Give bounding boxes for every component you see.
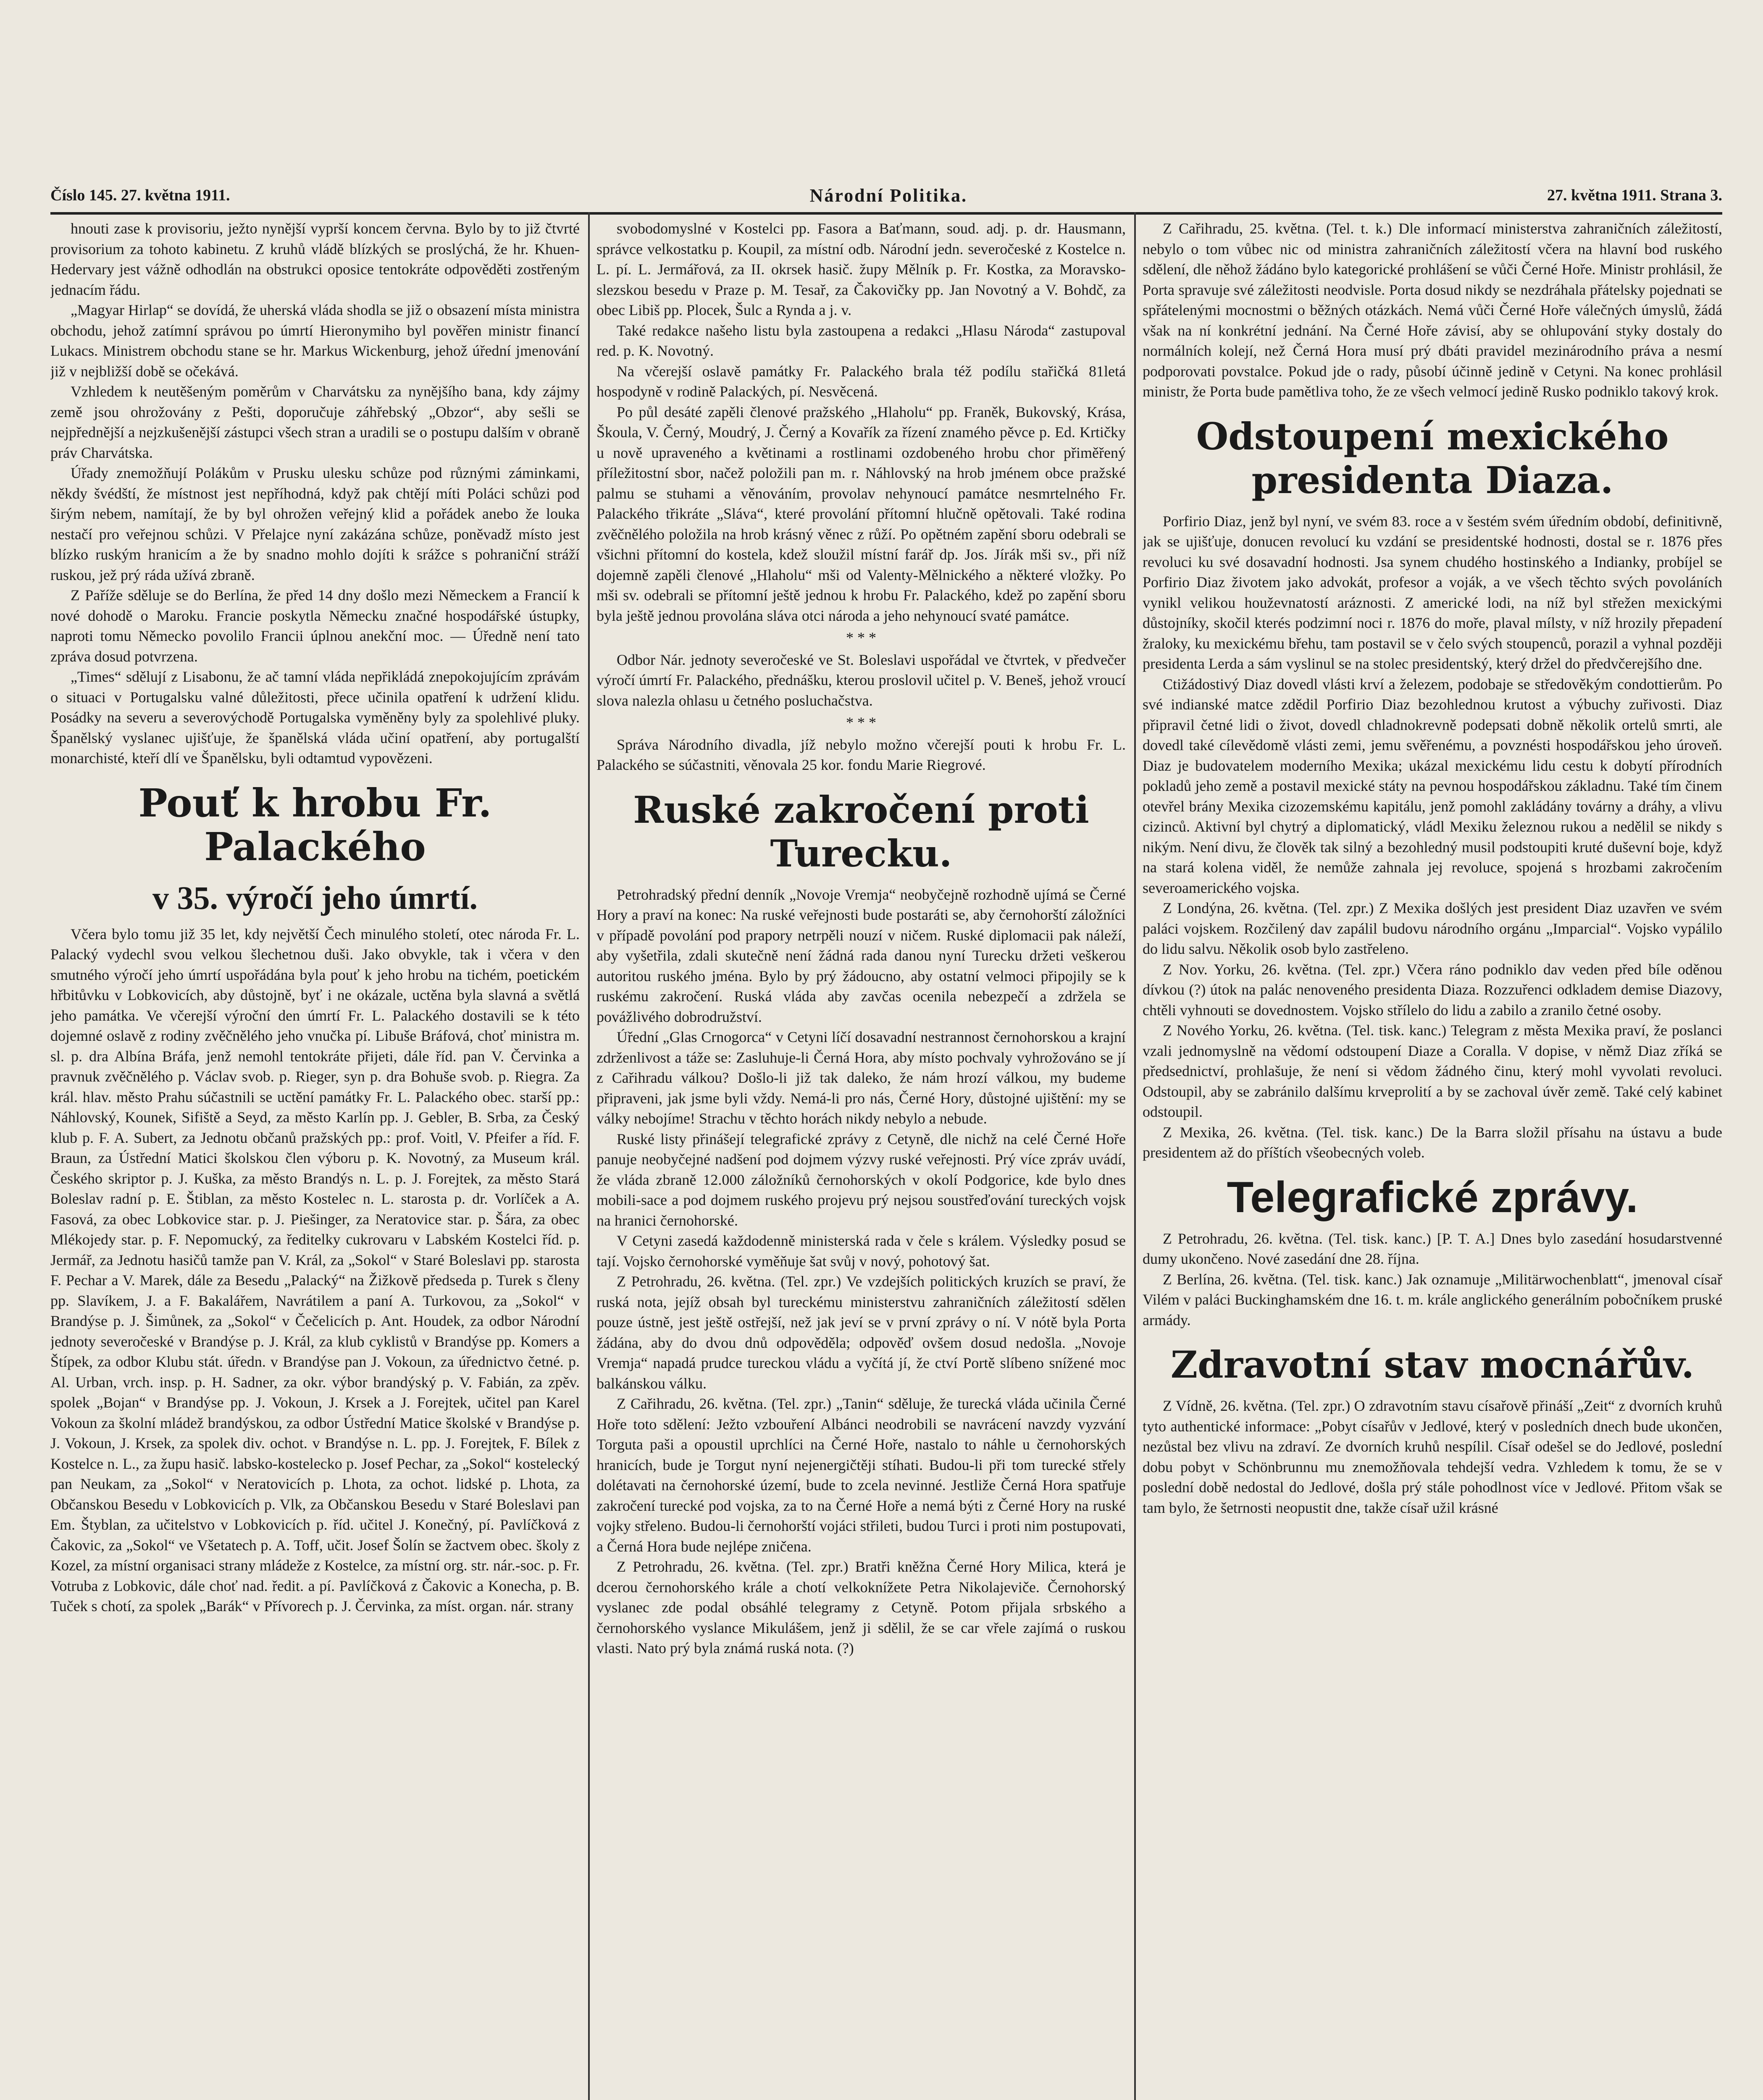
header-rule [50,212,1722,215]
headline-palacky: Pouť k hrobu Fr. Palackého [138,780,492,869]
column-divider [588,212,590,2100]
column-divider [1134,212,1136,2100]
column-3 [1143,218,1722,2100]
article-text: Na včerejší oslavě památky Fr. Palackého brala též podílu stařičká 81letá hospodyně v rodině Palackých, pí. Nesvěcená. [596,362,1126,400]
article-text: Z Petrohradu, 26. května. (Tel. zpr.) Ve vzdejších politických kruzích se praví, že ruská nota, jejíž obsah byl tureckému ministerstvu zahraničních záležitostí sdělen pouze ústně, jest ještě ostřejší, než jak jeví se v první zprávy o ní. V nótě byla Porta žádána, aby do dvou dnů odpověděla; odpověď ovšem dosud nedošla. „Novoje Vremja“ napadá prudce tureckou vládu a vyčítá jí, že ctví Portě slíbeno snížené moc balkánskou válku. [596,1273,1126,1392]
article-text: Z Cařihradu, 25. května. (Tel. t. k.) Dle informací ministerstva zahraničních záležitostí, nebylo o tom vůbec nic od ministra zahraničních záležitostí včera na hlavní bod ruského sdělení, dle něhož žádáno bylo kategorické prohlášení se vůči Černé Hoře. Ministr prohlásil, že Porta spravuje své záležitosti neodvisle. Porta dosud nikdy se nezdráhala přátelsky pojednati se spřátelenými mocnostmi o běžných otázkách. Nemá vůči Černé Hoře válečných úmyslů, žádá však na ní konkrétní jednání. Na Černé Hoře závisí, aby se ohlupování styky dostaly do normálních kolejí, než Černá Hora musí prý dbáti pravidel mezinárodního práva a nesmí podporovati povstalce. Pokud jde o rady, působí účinně jedině v Cetyni. Na konec prohlásil ministr, že Porta bude pamětliva toho, že ze všech velmocí jedině Rusko podniklo takový krok. [1143,220,1722,400]
article-text: svobodomyslné v Kostelci pp. Fasora a Baťmann, soud. adj. p. dr. Hausmann, správce velkostatku p. Koupil, za místní odb. Národní jedn. severočeské z Kostelce n. L. pí. L. Jermářová, za II. okrsek hasič. župy Mělník p. Fr. Kostka, za Moravsko-slezskou besedu v Praze p. M. Tesař, za Čakovičky pp. Jan Novotný a V. Bohdč, za obec Libiš pp. Plocek, Šulc a Rynda a j. v. [596,220,1126,318]
article-text: Z Vídně, 26. května. (Tel. zpr.) O zdravotním stavu císařově přináší „Zeit“ z dvorních kruhů tyto authentické informace: „Pobyt císařův v Jedlové, který v posledních dnech bude ukončen, nezůstal bez vlivu na zdraví. Ze dvorních kruhů nespílil. Císař odešel se do Jedlové, poslední dobu pobyt v Schönbrunnu mu znemožňovala tehdejší vedra. Vzhledem k tomu, že se v poslední době nedostal do Jedlové, došla prý stále pohodlnost více v Jedlové. Přitom však se tam bylo, že šetrnosti neopustit dne, takže císař užil krásné [1143,1397,1722,1516]
date-page-info: 27. května 1911. Strana 3. [1547,186,1722,204]
article-text: Z Paříže sděluje se do Berlína, že před 14 dny došlo mezi Německem a Francií k nové dohodě o Maroku. Francie poskytla Německu značné hospodářské ústupky, naproti tomu Německo povolilo Francii úplnou anekční moc. — Úředně není tato zpráva dosud potvrzena. [50,587,580,665]
page-header [50,181,1722,210]
newspaper-title: Národní Politika. [809,185,967,206]
headline-turecko: Ruské zakročení proti Turecku. [633,788,1089,875]
headline-telegraficke-zpravy: Telegrafické zprávy. [1227,1173,1638,1222]
article-text: Porfirio Diaz, jenž byl nyní, ve svém 83. roce a v šestém svém úředním období, definitivně, jak se ujišťuje, donucen revolucí ku vzdání se presidentské hodnosti, dostal se r. 1876 přes revoluci ku své dosavadní hodnosti. Jsa synem chudého hostinského a Indianky, probíjel se Porfirio Diaz životem jako advokát, profesor a voják, a ve všech těchto svých povoláních vynikl velikou houževnatostí aráznosti. Z americké lodi, na níž byl střežen mexickými důstojníky, skočil kterés podzimní noci r. 1876 do moře, plaval mílsty, v níž hrozily přepadení žraloky, ku mexickému břehu, tam postavil se v čelo svých stoupenců, porazil a vyhnal později presidenta Lerda a sám vyslinul se na stolec presidentský, který držel do předvčerejšího dne. [1143,512,1722,672]
column-2 [596,218,1126,2100]
article-text: Také redakce našeho listu byla zastoupena a redakci „Hlasu Národa“ zastupoval red. p. K. Novotný. [596,322,1126,359]
article-text: „Magyar Hirlap“ se dovídá, že uherská vláda shodla se již o obsazení místa ministra obchodu, jehož zatímní správou po úmrtí Hieronymiho byl pověřen ministr financí Lukacs. Ministrem obchodu stane se hr. Markus Wickenburg, jehož úřední jmenování již v nejbližší době se očekává. [50,302,580,380]
headline-diaz: Odstoupení mexického presidenta Diaza. [1196,414,1669,502]
section-separator: * * * [846,629,876,646]
article-text: Úřady znemožňují Polákům v Prusku ulesku schůze pod různými záminkami, někdy švédští, že místnost jest nepříhodná, když pak chtějí míti Poláci schůzi pod širým nebem, namítají, že by byl ohrožen veřejný klid a pořádek anebo že louka nestačí pro veřejnou schůzi. V Přelajce nyní zakázána schůze, poněvadž místo jest blízko ruským hranicím a že by snadno mohlo dojíti k srážce s pohraniční stráží ruskou, jež prý ráda užívá zbraně. [50,465,580,583]
article-text: Z Petrohradu, 26. května. (Tel. zpr.) Bratři kněžna Černé Hory Milica, která je dcerou černohorského krále a chotí velkoknížete Petra Nikolajeviče. Černohorský vyslanec zde podal obsáhlé telegramy z Cetyně. Potom přijala srbského a černohorského vyslance Mikulášem, jenž ji sdělil, že se car vřele zajímá o ruskou vlasti. Nato prý byla známá ruská nota. (?) [596,1558,1126,1656]
article-text: V Cetyni zasedá každodenně ministerská rada v čele s králem. Výsledky posud se tají. Vojsko černohorské vyměňuje šat svůj v nový, pohotový šat. [596,1232,1126,1270]
headline-zdravotni-stav: Zdravotní stav mocnářův. [1170,1343,1695,1386]
article-text: Z Londýna, 26. května. (Tel. zpr.) Z Mexika došlých jest president Diaz uzavřen ve svém paláci vojskem. Rozčilený dav zapálil budovu národního orgánu „Imparcial“. Vojsko vypálilo do lidu salvu. Několik osob bylo zastřeleno. [1143,900,1722,957]
article-text: Po půl desáté zapěli členové pražského „Hlaholu“ pp. Franěk, Bukovský, Krása, Škoula, V. Černý, Moudrý, J. Černý a Kovařík za řízení znamého pěvce p. Ed. Krtičky u nově upraveného a květinami a rostlinami ozdobeného hrobu chor přiměřený příležitostní sbor, načež položili pan m. r. Náhlovský na hrob jménem obce pražské palmu se stuhami a věnováním, provolav nehynoucí památce nesmrtelného Fr. Palackého třikráte „Sláva“, které provolání přítomní hlučně opětovali. Také rodina zvěčnělého položila na hrob krásný věnec z růží. Po opětném zapění sboru odebrali se všichni přítomní do kostela, kdež sloužil místní farář dp. Jos. Jírák mši sv., při níž dojemně zapěli členové „Hlaholu“ mši od Valenty-Mělnického a některé vložky. Po mši sv. odebrali se přítomní ještě jednou k hrobu Fr. Palackého, kdež po zapění sboru byla ještě jednou provolána sláva otci národa a jeho nehynoucí svaté památce. [596,403,1126,624]
article-text: Z Petrohradu, 26. května. (Tel. tisk. kanc.) [P. T. A.] Dnes bylo zasedání hosudarstvenné dumy ukončeno. Nové zasedání dne 28. října. [1143,1230,1722,1267]
article-text: Včera bylo tomu již 35 let, kdy největší Čech minulého století, otec národa Fr. L. Palacký vydechl svou velkou šlechetnou duši. Jako obvykle, tak i včera v den smutného výročí jeho úmrtí uspořádána byla pouť k jeho hrobu na tichém, poetickém hřbitůvku v Lobkovicích, aby důstojně, byť i ne okázale, uctěna byla slavná a světlá jeho památka. Ve včerejší výroční den úmrtí Fr. L. Palackého dostavili se k této dojemné oslavě z rodiny zvěčnělého jeho vnučka pí. Libuše Bráfová, choť ministra m. sl. p. dra Albína Bráfa, jenž nemohl tentokráte přijeti, dále říd. pan V. Červinka a pravnuk zvěčnělého p. Václav svob. p. Rieger, syn p. dra Bohuše svob. p. Riegra. Za král. hlav. město Prahu súčastnili se uctění památky Fr. L. Palackého obec. starší pp.: Náhlovský, Kounek, Sifiště a Seyd, za město Karlín pp. J. Gebler, B. Srba, za Český klub p. F. A. Subert, za Jednotu občanů pražských pp.: prof. Voitl, V. Pfeifer a říd. F. Braun, za Ústřední Matici školskou člen výboru p. K. Novotný, za Museum král. Českého skriptor p. J. Kuška, za město Brandýs n. L. p. J. Forejtek, za město Stará Boleslav radní p. E. Štiblan, za město Kostelec n. L. starosta p. dr. Vorlíček a A. Fasová, za obec Lobkovice star. p. J. Piešinger, za Neratovice star. p. Šára, za obec Mlékojedy star. p. F. Nepomucký, za ředitelky cukrovaru v Labském Kostelci říd. p. Jermář, za Jednotu hasičů tamže pan V. Král, za „Sokol“ v Staré Boleslavi pp. starosta F. Pechar a V. Marek, dále za Besedu „Palacký“ na Žižkově předseda p. Turek s členy pp. Slavíkem, J. a F. Bakalářem, Navrátilem a paní A. Turkovou, za „Sokol“ v Brandýse p. J. Šimůnek, za „Sokol“ v Čečelicích p. Ant. Houdek, za odbor Národní jednoty severočeské v Brandýse p. J. Král, za klub cyklistů v Brandýse pp. Komers a Štípek, za odbor Klubu stát. úředn. v Brandýse pan J. Vokoun, za úřednictvo četné. p. Al. Urban, vrch. insp. p. H. Sadner, za okr. výbor brandýský p. V. Fabián, za zpěv. spolek „Bojan“ v Brandýse pp. J. Vokoun, J. Krsek a J. Forejtek, učitel pan Karel Vokoun za školní mládež brandýskou, za odbor Ústřední Matice školské v Brandýse p. J. Vokoun, J. Krsek, za spolek div. ochot. v Brandýse n. L. pp. J. Forejtek, F. Bílek z Kostelce n. L., za župu hasič. labsko-kostelecko p. Josef Pechar, za „Sokol“ kostelecký pan Neukam, za „Sokol“ v Neratovicích p. Lhota, za ochot. lidské p. Lhota, za Občanskou Besedu v Lobkovicích p. Vlk, za Občanskou Besedu v Staré Boleslavi pan Em. Štyblan, za učitelstvo v Lobkovicích p. říd. učitel J. Konečný, pí. Pavlíčková z Čakovic, za „Sokol“ ve Všetatech p. A. Toff, učit. Josef Šolín se žactvem obec. školy z Kozel, za místní organisaci strany mládeže z Kostelce, za místní org. str. nár.-soc. p. Fr. Votruba z Lobkovic, dále choť nad. ředit. a pí. Pavlíčková z Čakovic a Konecha, p. B. Tuček s chotí, za spolek „Barák“ v Přívorech p. J. Červinka, za míst. organ. nár. strany [50,925,580,1614]
section-separator: * * * [846,714,876,731]
article-text: Z Cařihradu, 26. května. (Tel. zpr.) „Tanin“ sděluje, že turecká vláda učinila Černé Hoře toto sdělení: Ježto vzbouření Albánci neodrobili se navrácení navzdy vyzvání Torguta paši a opoustil uprchlíci na Černé Hoře, nastalo to náhle u černohorských hranicích, bude je Torgut nyní nejenergičtěji stíhati. Budou-li při tom turecké střely dolétavati na černohorské území, bude to zcela nevinné. Jestliže Černá Hora spatřuje zakročení turecké pod vojska, za to na Černé Hoře a nemá býti z Černé Hory na ruské vojky střeleno. Budou-li černohorští vojáci střileti, budou Turci i proti nim postupovati, a Černá Hora bude nejlépe zničena. [596,1395,1126,1555]
column-1 [50,218,580,2100]
article-text: Z Nov. Yorku, 26. května. (Tel. zpr.) Včera ráno podniklo dav veden před bíle oděnou dívkou (?) útok na palác nenoveného presidenta Diaza. Rozzuřenci odkladem demise Diazovy, chtěli vyhnouti se dovednostem. Vojsko střílelo do lidu a zabilo a zranilo četné osoby. [1143,961,1722,1018]
issue-info: Číslo 145. 27. května 1911. [50,186,230,204]
article-text: Úřední „Glas Crnogorca“ v Cetyni líčí dosavadní nestrannost černohorskou a krajní zdrženlivost a táže se: Zasluhuje-li Černá Hora, aby místo pochvaly vyhrožováno se jí z Cařihradu válkou? Došlo-li již tak daleko, že nám hrozí válkou, my budeme připraveni, jak jsme byli vždy. Nemá-li pro nás, Černé Hory, důstojné ujištění: my se války nebojíme! Strachu v těchto horách nikdy nebylo a nebude. [596,1029,1126,1127]
article-text: Odbor Nár. jednoty severočeské ve St. Boleslavi uspořádal ve čtvrtek, v předvečer výročí úmrtí Fr. Palackého, přednášku, kterou proslovil učitel p. V. Beneš, jehož vroucí slova nalezla ohlasu u četného posluchačstva. [596,651,1126,709]
article-text: Ruské listy přinášejí telegrafické zprávy z Cetyně, dle nichž na celé Černé Hoře panuje neobyčejné nadšení pod dojmem výzvy ruské veřejnosti. Prý více zpráv uvádí, že vláda zbraně 12.000 záložníků černohorských v okolí Podgorice, kde bylo dnes mobili-sace a pod dojmem ruského projevu prý nejsou soustřeďování tureckých vojsk na hranici černohorské. [596,1130,1126,1229]
article-text: Vzhledem k neutěšeným poměrům v Charvátsku za nynějšího bana, kdy zájmy země jsou ohrožovány z Pešti, doporučuje záhřebský „Obzor“, aby sešli se nejpřednější a nejzkušenější zástupci všech stran a uradili se o postupu dalším v obraně práv Charvátska. [50,383,580,461]
article-text: Z Berlína, 26. května. (Tel. tisk. kanc.) Jak oznamuje „Militärwochenblatt“, jmenoval císař Vilém v paláci Buckinghamském dne 16. t. m. krále anglického generálním pobočníkem pruské armády. [1143,1270,1722,1328]
subheadline-palacky: v 35. výročí jeho úmrtí. [152,879,478,916]
article-text: Ctižádostivý Diaz dovedl vlásti krví a železem, podobaje se středověkým condottierům. Po své indianské matce zdědil Porfirio Diaz bezohlednou krutost a výbuchy zuřivosti. Diaz připravil četné lidi o život, dovedl chladnokrevně podepsati dobně několik ortelů smrti, ale dovedl také cílevědomě vlásti zemi, jemu svěřenému, a povznésti hospodářskou jeho úroveň. Diaz je budovatelem moderního Mexika; ukázal mexickému lidu cestu k dobytí přírodních pokladů jeho země a postavil mexické státy na pevnou hospodářskou základnu. Také tím činem otevřel brány Mexika cizozemskému kapitálu, jenž pomohl zakládány továrny a dráhy, a vlivu cizinců. Aktivní byl chytrý a diplomatický, vládl Mexiku železnou rukou a nedělil se nikdy s nikým. Není divu, že člověk tak silný a bezohledný musil podstoupiti kruté duševní boje, když na stará kolena viděl, že nemůže zahnala jej revoluce, spojená s hrozbami zakročením severoamerického vojska. [1143,675,1722,896]
article-text: Petrohradský přední denník „Novoje Vremja“ neobyčejně rozhodně ujímá se Černé Hory a praví na konec: Na ruské veřejnosti bude postaráti se, aby černohorští záložníci v případě povolání pod prapory netrpěli nouzí v ničem. Ruské diplomacii pak náleží, aby vyšetřila, zdali skutečně není žádná rada danou nyní Turecku držeti veškerou autoritou ruského jména. Bylo by prý žádoucno, aby ostatní velmoci připojily se k ruskému zakročení. Ruská vláda aby zavčas ocenila nebezpečí a zdržela se povážlivého dobrodružství. [596,886,1126,1025]
article-text: Z Nového Yorku, 26. května. (Tel. tisk. kanc.) Telegram z města Mexika praví, že poslanci vzali jednomyslně na vědomí odstoupení Diaze a Coralla. V dopise, v němž Diaz zříká se předsednictví, prohlašuje, že není si vědom žádného činu, který mohl vyvolati revoluci. Odstoupil, aby se zabránilo dalšímu krveprolití a by se zachoval úvěr země. Také celý kabinet odstoupil. [1143,1022,1722,1120]
article-text: Z Mexika, 26. května. (Tel. tisk. kanc.) De la Barra složil přísahu na ústavu a bude presidentem až do příštích všeobecných voleb. [1143,1124,1722,1161]
article-text: „Times“ sdělují z Lisabonu, že ač tamní vláda nepřikládá znepokojujícím zprávám o situaci v Portugalsku valné důležitosti, přece učinila opatření k udržení klidu. Posádky na severu a severovýchodě Portugalska vyměněny byly za spolehlivé pluky. Španělský vyslanec ujišťuje, že španělská vláda učiní opatření, aby portugalští monarchisté, kteří dlí ve Španělsku, byli odtamtud vypovězeni. [50,668,580,766]
article-text: Správa Národního divadla, jíž nebylo možno včerejší pouti k hrobu Fr. L. Palackého se súčastniti, věnovala 25 kor. fondu Marie Riegrové. [596,736,1126,773]
article-text: hnouti zase k provisoriu, ježto nynější vyprší koncem června. Bylo by to již čtvrté provisorium za tohoto kabinetu. Z kruhů vládě blízkých se proslýchá, že hr. Khuen-Hedervary jest vážně odhodlán na obstrukci oposice tentokráte odpověděti zostřeným jednacím řádu. [50,220,580,298]
